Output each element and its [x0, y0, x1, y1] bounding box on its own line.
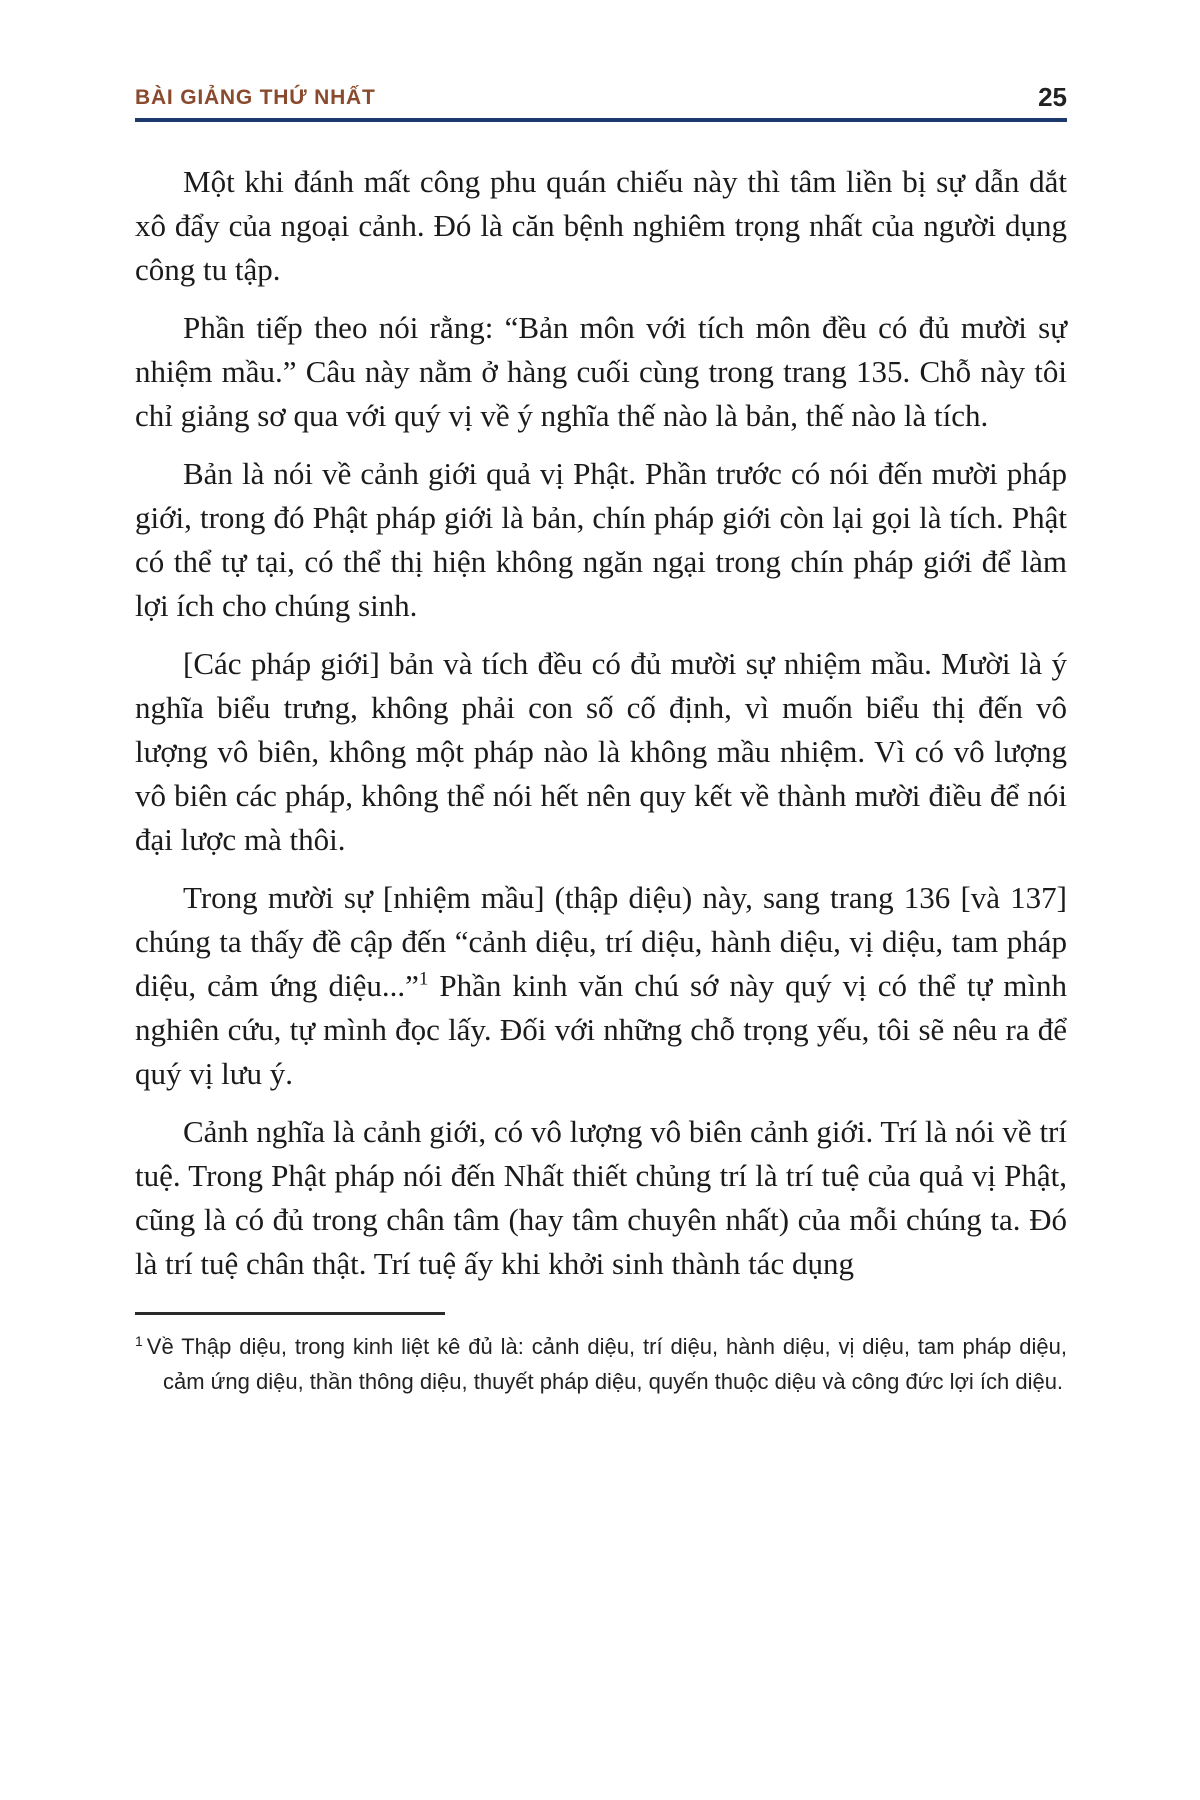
footnote-text: Về Thập diệu, trong kinh liệt kê đủ là: cảnh diệu, trí diệu, hành diệu, vị diệu, tam pháp diệu, cảm ứng diệu, thần thông diệu, thuyết pháp diệu, quyến thuộc diệu và công đức lợi ích diệu. [146, 1334, 1067, 1394]
body-text [135, 160, 1067, 1286]
paragraph-4: [Các pháp giới] bản và tích đều có đủ mười sự nhiệm mầu. Mười là ý nghĩa biểu trưng, không phải con số cố định, vì muốn biểu thị đến vô lượng vô biên, không một pháp nào là không mầu nhiệm. Vì có vô lượng vô biên các pháp, không thể nói hết nên quy kết về thành mười điều để nói đại lược mà thôi. [135, 646, 1067, 857]
paragraph-5-text-after: Phần kinh văn chú sớ này quý vị có thể tự mình nghiên cứu, tự mình đọc lấy. Đối với những chỗ trọng yếu, tôi sẽ nêu ra để quý vị lưu ý. [135, 968, 1068, 1091]
header-rule-divider [135, 118, 1067, 122]
paragraph-6: Cảnh nghĩa là cảnh giới, có vô lượng vô biên cảnh giới. Trí là nói về trí tuệ. Trong Phật pháp nói đến Nhất thiết chủng trí là trí tuệ của quả vị Phật, cũng là có đủ trong chân tâm (hay tâm chuyên nhất) của mỗi chúng ta. Đó là trí tuệ chân thật. Trí tuệ ấy khi khởi sinh thành tác dụng [135, 1114, 1067, 1281]
page-number: 25 [1038, 82, 1067, 112]
header-row [135, 84, 1067, 110]
paragraph-5 [135, 876, 1067, 1096]
footnote-area [135, 1312, 1067, 1399]
footnote-marker: 1 [135, 1332, 143, 1349]
paragraph-3: Bản là nói về cảnh giới quả vị Phật. Phần trước có nói đến mười pháp giới, trong đó Phật pháp giới là bản, chín pháp giới còn lại gọi là tích. Phật có thể tự tại, có thể thị hiện không ngăn ngại trong chín pháp giới để làm lợi ích cho chúng sinh. [135, 456, 1067, 623]
footnote [135, 1329, 1067, 1399]
paragraph-2: Phần tiếp theo nói rằng: “Bản môn với tích môn đều có đủ mười sự nhiệm mầu.” Câu này nằm ở hàng cuối cùng trong trang 135. Chỗ này tôi chỉ giảng sơ qua với quý vị về ý nghĩa thế nào là bản, thế nào là tích. [135, 310, 1067, 433]
footnote-rule-divider [135, 1312, 445, 1315]
paragraph-1: Một khi đánh mất công phu quán chiếu này thì tâm liền bị sự dẫn dắt xô đẩy của ngoại cảnh. Đó là căn bệnh nghiêm trọng nhất của người dụng công tu tập. [135, 164, 1067, 287]
footnote-reference: 1 [418, 968, 429, 990]
paragraph-5-text: Trong mười sự [nhiệm mầu] (thập diệu) này, sang trang 136 [và 137] chúng ta thấy đề cập đến “cảnh diệu, trí diệu, hành diệu, vị diệu, tam pháp diệu, cảm ứng diệu...” [135, 880, 1067, 1003]
running-header-title: BÀI GIẢNG THỨ NHẤT [135, 86, 376, 109]
page-header [135, 84, 1067, 122]
